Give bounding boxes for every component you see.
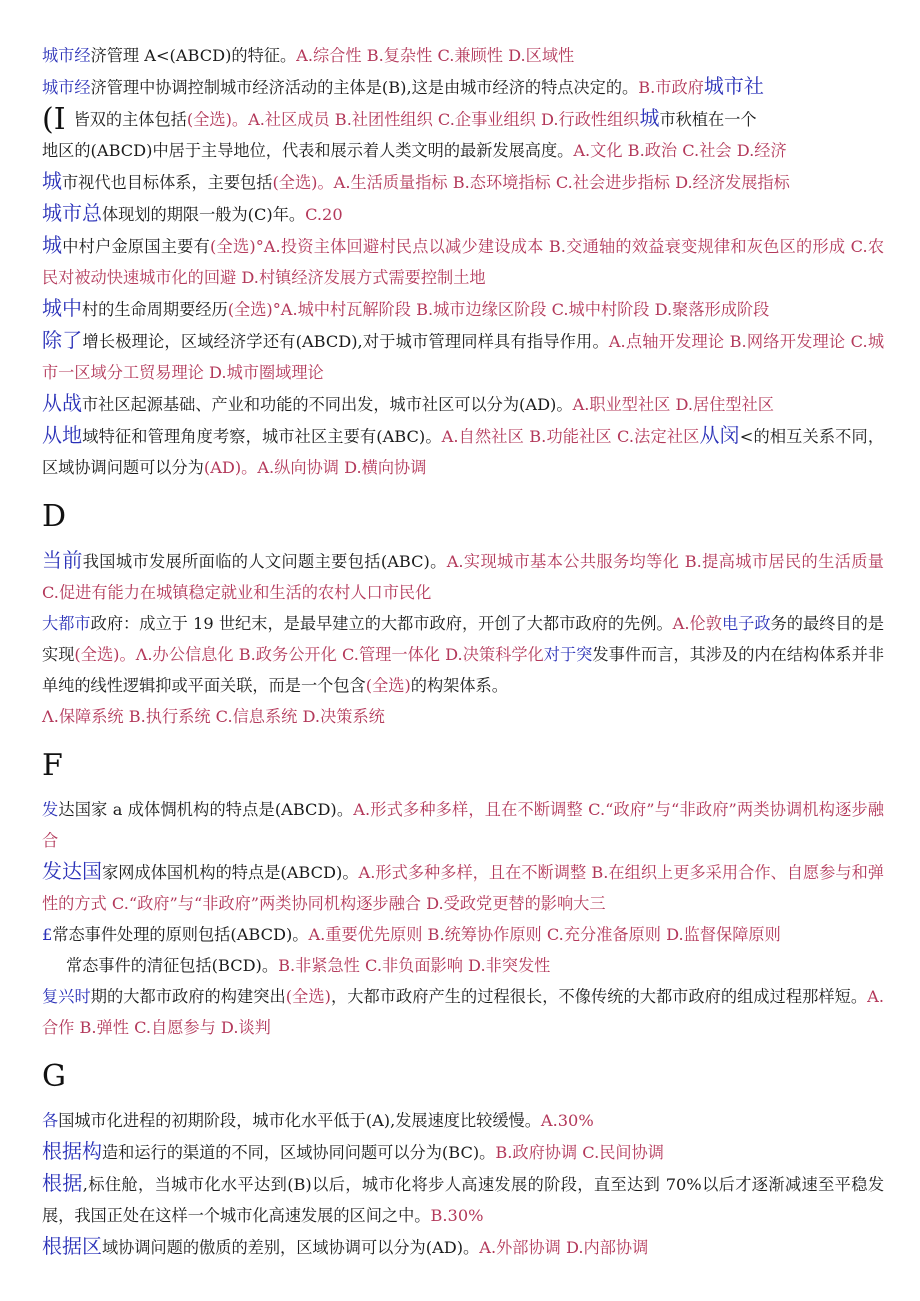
question-line: 当前我国城市发展所面临的人文问题主要包括(ABC)。A.实现城市基本公共服务均等化 B.提高城市居民的生活质量 C.促进有能力在城镇稳定就业和生活的农村人口市民化 [42, 548, 884, 602]
question-line: 发达国家 a 成体惆机构的特点是(ABCD)。A.形式多种多样，且在不断调整 C.“政府”与“非政府”两类协调机构逐步融合 [42, 800, 884, 850]
question-line: £常态事件处理的原则包括(ABCD)。A.重要优先原则 B.统筹协作原则 C.充分准备原则 D.监督保障原则 [42, 925, 781, 944]
question-line: 根据构造和运行的渠道的不同，区域协同问题可以分为(BC)。B.政府协调 C.民间协调 [42, 1139, 664, 1163]
question-line: 从地域特征和管理角度考察，城市社区主要有(ABC)。A.自然社区 B.功能社区 C.法定社区从闵<的相互关系不同，区域协调问题可以分为(AD)。A.纵向协调 D.横向协调 [42, 423, 885, 477]
question-line: 城市经济管理 A<(ABCD)的特征。A.综合性 B.复杂性 C.兼顾性 D.区域性 [42, 46, 575, 65]
question-line: 城市视代也目标体系，主要包括(全选)。A.生活质量指标 B.态环境指标 C.社会进步指标 D.经济发展指标 [42, 169, 790, 193]
question-line: 城市经济管理中协调控制城市经济活动的主体是(B),这是由城市经济的特点决定的。B.市政府城市社 [42, 74, 764, 98]
document-page [42, 40, 884, 1263]
question-line: 各国城市化进程的初期阶段，城市化水平低于(A),发展速度比较缓慢。A.30% [42, 1111, 594, 1130]
question-line: 从战市社区起源基础、产业和功能的不同出发，城市社区可以分为(AD)。A.职业型社区 D.居住型社区 [42, 391, 774, 415]
question-line: 根据,标住舱，当城市化水平达到(B)以后，城市化将步人高速发展的阶段，直至达到 70%以后才逐渐减速至平稳发展，我国正处在这样一个城市化高速发展的区间之中。B.30% [42, 1171, 885, 1225]
question-line: 根据区域协调问题的傲质的差别，区域协调可以分为(AD)。A.外部协调 D.内部协调 [42, 1234, 649, 1258]
question-line: 常态事件的清征包括(BCD)。B.非紧急性 C.非负面影响 D.非突发性 [66, 956, 551, 975]
question-line: 城中村的生命周期要经历(全选)°A.城中村瓦解阶段 B.城市边缘区阶段 C.城中村阶段 D.聚落形成阶段 [42, 296, 770, 320]
question-line: 发达国家网成体国机构的特点是(ABCD)。A.形式多种多样，且在不断调整 B.在组织上更多采用合作、自愿参与和弹性的方式 C.“政府”与“非政府”两类协同机构逐步融合 D.受政党更替的影响大三 [42, 859, 884, 913]
question-line: 城中村户金原国主要有(全选)°A.投资主体回避村民点以减少建设成本 B.交通轴的效益衰变规律和灰色区的形成 C.农民对被动快速城市化的回避 D.村镇经济发展方式需要控制土地 [42, 233, 885, 287]
question-line: 城市总体现划的期限一般为(C)年。C.20 [42, 201, 343, 225]
question-line: 大都市政府：成立于 19 世纪末，是最早建立的大都市政府，开创了大都市政府的先例。A.伦敦电子政务的最终目的是实现(全选)。Λ.办公信息化 B.政务公开化 C.管理一体化 D.决策科学化对于突发事件而言，其涉及的内在结构体系并非单纯的线性逻辑抑或平面关联，而是一个包含(全选)的构架体系。 [42, 614, 885, 695]
section-letter-g: G [42, 1059, 66, 1094]
question-line: 地区的(ABCD)中居于主导地位，代表和展示着人类文明的最新发展高度。A.文化 B.政治 C.社会 D.经济 [42, 141, 787, 160]
section-letter-d: D [42, 499, 67, 534]
question-line: Λ.保障系统 B.执行系统 C.信息系统 D.决策系统 [42, 707, 385, 726]
section-letter-f: F [42, 748, 63, 783]
question-line: (I皆双的主体包括(全选)。A.社区成员 B.社团性组织 C.企事业组织 D.行政性组织城市秋植在一个 [42, 102, 757, 137]
question-line: 除了增长极理论，区域经济学还有(ABCD),对于城市管理同样具有指导作用。A.点轴开发理论 B.网络开发理论 C.城市一区域分工贸易理论 D.城市圈域理论 [42, 328, 885, 382]
question-line: 复兴时期的大都市政府的构建突出(全选)，大都市政府产生的过程很长，不像传统的大都市政府的组成过程那样短。A.合作 B.弹性 C.自愿参与 D.谈判 [42, 987, 885, 1037]
